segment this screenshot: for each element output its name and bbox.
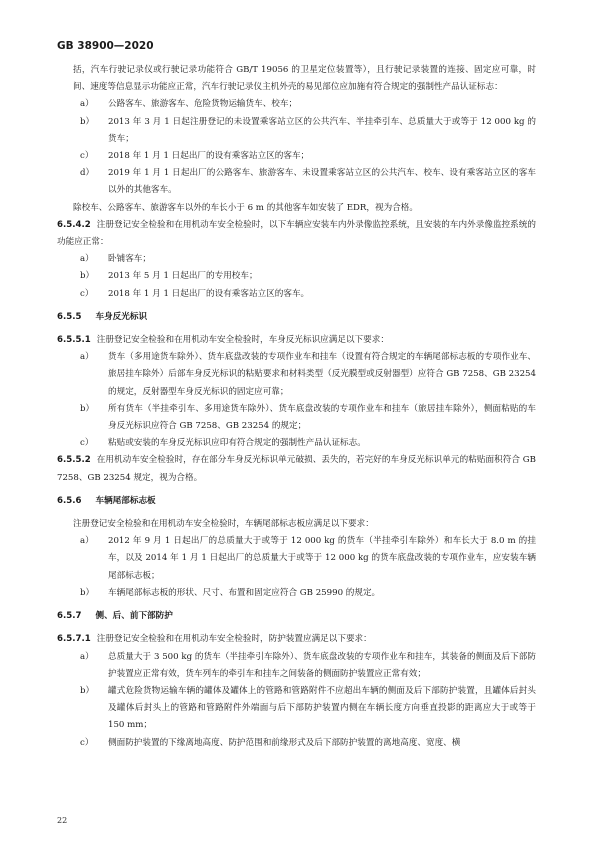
section-heading (57, 493, 593, 510)
list-item (80, 114, 536, 148)
list-item-text: 2013 年 3 月 1 日起注册登记的未设置乘客站立区的公共汽车、半挂牵引车、总质量大于或等于 12 000 kg 的货车； (108, 116, 536, 144)
list-item-label: b） (80, 116, 95, 127)
list-item-text: 卧铺客车； (108, 254, 151, 265)
list-item-label: c） (80, 438, 94, 449)
list-item (80, 649, 536, 683)
list-item (80, 533, 536, 585)
clause-text: 在用机动车安全检验时，存在部分车身反光标识单元破损、丢失的，若完好的车身反光标识单元的粘贴面积符合 GB 7258、GB 23254 规定，视为合格。 (57, 455, 536, 483)
list-item (80, 251, 536, 268)
list-item-text: 货车（多用途货车除外）、货车底盘改装的专项作业车和挂车（设置有符合规定的车辆尾部标志板的专项作业车、旅居挂车除外）后部车身反光标识的粘贴要求和材料类型（反光膜型或反射器型）应符合 GB 7258、GB 23254 的规定，反射器型车身反光标识的固定应可靠； (108, 352, 536, 397)
body-paragraph: 除校车、公路客车、旅游客车以外的车长小于 6 m 的其他客车如安装了 EDR，视为合格。 (73, 202, 418, 213)
list-item-text: 所有货车（半挂牵引车、多用途货车除外）、货车底盘改装的专项作业车和挂车（旅居挂车除外），侧面粘贴的车身反光标识应符合 GB 7258、GB 23254 的规定； (108, 403, 536, 432)
section-number: 6.5.6 (57, 495, 82, 506)
list-item (80, 401, 536, 435)
section-heading (57, 608, 593, 625)
clause-text: 注册登记安全检验和在用机动车安全检验时，以下车辆应安装车内外录像监控系统，且安装的车内外录像监控系统的功能应正常： (57, 219, 536, 248)
list-item (80, 165, 536, 199)
list-item (80, 268, 536, 285)
clause-paragraph (57, 452, 536, 486)
list-item-label: b） (80, 271, 95, 282)
list-item (80, 148, 536, 165)
list-item-label: b） (80, 685, 95, 696)
list-item-label: c） (80, 288, 94, 299)
list-item-text: 车辆尾部标志板的形状、尺寸、布置和固定应符合 GB 25990 的规定。 (108, 587, 381, 598)
list-item-label: c） (80, 737, 94, 748)
list-item (80, 735, 536, 752)
list-item-label: a） (80, 352, 94, 363)
list-item (80, 435, 536, 452)
clause-paragraph (57, 332, 536, 349)
list-item-text: 粘贴或安装的车身反光标识应印有符合规定的强制性产品认证标志。 (108, 438, 366, 449)
list-item (80, 349, 536, 401)
list-item-label: a） (80, 651, 94, 662)
page-number: 22 (57, 816, 68, 825)
section-heading (57, 309, 593, 326)
clause-text: 注册登记安全检验和在用机动车安全检验时，车身反光标识应满足以下要求： (96, 335, 389, 346)
body-paragraph: 注册登记安全检验和在用机动车安全检验时，车辆尾部标志板应满足以下要求： (73, 519, 374, 530)
clause-number: 6.5.5.1 (57, 335, 91, 346)
section-title: 车身反光标识 (95, 311, 148, 322)
clause-number: 6.5.7.1 (57, 634, 91, 645)
list-item-label: a） (80, 536, 94, 547)
section-title: 车辆尾部标志板 (95, 495, 156, 506)
list-item (80, 286, 536, 303)
list-item-label: d） (80, 168, 95, 179)
clause-text: 注册登记安全检验和在用机动车安全检验时，防护装置应满足以下要求： (96, 634, 372, 645)
list-item-text: 公路客车、旅游客车、危险货物运输货车、校车； (108, 99, 298, 110)
standard-number-header: GB 38900—2020 (57, 40, 154, 52)
clause-number: 6.5.4.2 (57, 219, 91, 230)
list-item-label: b） (80, 403, 95, 414)
list-item-label: c） (80, 151, 94, 162)
section-number: 6.5.5 (57, 311, 82, 322)
list-item-text: 2012 年 9 月 1 日起出厂的总质量大于或等于 12 000 kg 的货车（半挂牵引车除外）和车长大于 8.0 m 的挂车，以及 2014 年 1 月 1 日起出厂的总质量大于或等于 12 000 kg 的货车底盘改装的专项作业车，应安装车辆尾部标志板； (108, 536, 536, 581)
list-item-text: 侧面防护装置的下缘离地高度、防护范围和前缘形式及后下部防护装置的离地高度、宽度、横 (108, 737, 461, 748)
list-item-label: a） (80, 254, 94, 265)
list-item-text: 罐式危险货物运输车辆的罐体及罐体上的管路和管路附件不应超出车辆的侧面及后下部防护装置，且罐体后封头及罐体后封头上的管路和管路附件外端面与后下部防护装置内侧在车辆长度方向垂直投影的距离应大于或等于 150 mm； (108, 685, 536, 731)
clause-paragraph (57, 217, 536, 251)
section-title: 侧、后、前下部防护 (95, 611, 173, 622)
document-body (0, 62, 593, 752)
list-item-text: 总质量大于 3 500 kg 的货车（半挂牵引车除外）、货车底盘改装的专项作业车和挂车，其装备的侧面及后下部防护装置应正常有效，货车列车的牵引车和挂车之间装备的侧面防护装置应正常有效； (108, 651, 536, 679)
section-number: 6.5.7 (57, 611, 82, 622)
body-paragraph: 括，汽车行驶记录仪或行驶记录功能符合 GB/T 19056 的卫星定位装置等），且行驶记录装置的连接、固定应可靠，时间、速度等信息显示功能应正常，汽车行驶记录仪主机外壳的易见部位应加施有符合规定的强制性产品认证标志： (73, 65, 536, 93)
list-item (80, 96, 536, 113)
list-item-text: 2018 年 1 月 1 日起出厂的设有乘客站立区的客车。 (108, 288, 310, 299)
list-item (80, 683, 536, 735)
list-item-text: 2019 年 1 月 1 日起出厂的公路客车、旅游客车、未设置乘客站立区的公共汽车、校车、设有乘客站立区的客车以外的其他客车。 (108, 168, 536, 196)
list-item-text: 2013 年 5 月 1 日起出厂的专用校车； (108, 271, 258, 282)
list-item-label: b） (80, 587, 95, 598)
clause-number: 6.5.5.2 (57, 455, 91, 466)
list-item-label: a） (80, 99, 94, 110)
list-item (80, 585, 536, 602)
list-item-text: 2018 年 1 月 1 日起出厂的设有乘客站立区的客车； (108, 151, 310, 162)
clause-paragraph (57, 631, 536, 648)
